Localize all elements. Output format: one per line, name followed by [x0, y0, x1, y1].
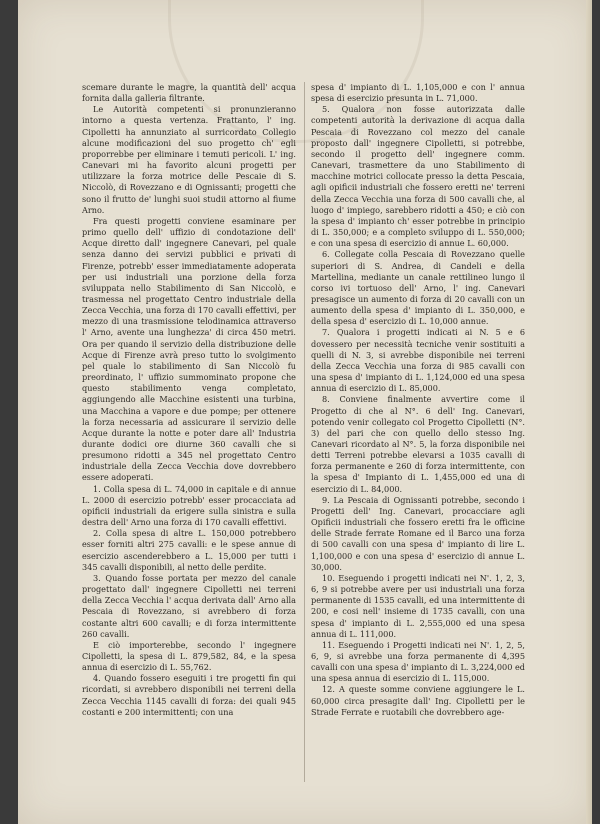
paragraph: 4. Quando fossero eseguiti i tre progetti fin qui ricordati, si avrebbero disponibili nei terreni della Zecca Vecchia 1145 cavalli di forza: dei quali 945 costanti e 200 intermittenti; con una: [82, 673, 296, 717]
paragraph: 1. Colla spesa di L. 74,000 in capitale e di annue L. 2000 di esercizio potrebb' esser procacciata ad opificii industriali da erigere sulla sinistra e sulla destra dell' Arno una forza di 170 cavalli effettivi.: [82, 483, 296, 528]
paragraph: Fra questi progetti conviene esaminare per primo quello dell' uffizio di condotazione dell' Acque diretto dall' ingegnere Canevari, pel quale senza danno dei servizi pubblici e privati di Firenze, potrebb' esser immediatamente adoperata per usi industriali una porzione della forza sviluppata nello Stabilimento di San Niccolò, e trasmessa nel progettato Centro industriale della Zecca Vecchia, una forza di 170 cavalli effettivi, per mezzo di una trasmissione telodinamica attraverso l' Arno, avente una lunghezza' di circa 450 metri. Ora per quando il servizio della distribuzione delle Acque di Firenze avrà preso tutto lo svolgimento pel quale lo stabilimento di San Niccolò fu preordinato, l' uffizio summominato propone che questo stabilimento venga completato, aggiungendo alle Macchine esistenti una turbina, una Macchina a vapore e due pompe; per ottenere la forza necessaria ad assicurare il servizio delle Acque durante la notte e poter dare all' Industria durante dodici ore diurne 360 cavalli che si presumono ridotti a 345 nel progettato Centro industriale della Zecca Vecchia dove dovrebbero essere adoperati.: [82, 215, 296, 483]
paragraph: 6. Collegate colla Pescaia di Rovezzano quelle superiori di S. Andrea, di Candeli e della Martellina, mediante un canale rettilineo lungo il corso ivi tortuoso dell' Arno, l' ing. Canevari presagisce un aumento di forza di 20 cavalli con un aumento della spesa d' impianto di L. 350,000, e della spesa d' esercizio di L. 10,000 annue.: [311, 249, 525, 327]
paragraph: 9. La Pescaia di Ognissanti potrebbe, secondo i Progetti dell' Ing. Canevari, procacciare agli Opificii industriali che fossero eretti fra le officine delle Strade ferrate Romane ed il Barco una forza di 500 cavalli con una spesa d' impianto di lire L. 1,100,000 e con una spesa d' esercizio di annue L. 30,000.: [311, 494, 525, 572]
paragraph: 12. A queste somme conviene aggiungere le L. 60,000 circa presagite dall' Ing. Cipolletti per le Strade Ferrate e ruotabili che dovrebbero age-: [311, 684, 525, 717]
paragraph: 2. Colla spesa di altre L. 150,000 potrebbero esser forniti altri 275 cavalli: e le spese annue di esercizio ascenderebbero a L. 15,000 per tutti i 345 cavalli disponibili, al netto delle perdite.: [82, 528, 296, 572]
paragraph: Le Autorità competenti si pronunzieranno intorno a questa vertenza. Frattanto, l' ing. Cipolletti ha annunziato al surricordato Collegio alcune modificazioni del suo progetto ch' egli proporrebbe per eliminare i temuti pericoli. L' ing. Canevari mi ha favorito alcuni progetti per utilizzare la forza motrice delle Pescaie di S. Niccolò, di Rovezzano e di Ognissanti; progetti che sono il frutto de' lunghi suoi studii attorno al fiume Arno.: [82, 104, 296, 215]
right-column: [311, 82, 525, 718]
paragraph: scemare durante le magre, la quantità dell' acqua fornita dalla galleria filtrante.: [82, 82, 296, 104]
paragraph: E ciò importerebbe, secondo l' ingegnere Cipolletti, la spesa di L. 879,582, 84, e la spesa annua di esercizio di L. 55,762.: [82, 639, 296, 673]
column-divider: [304, 82, 305, 782]
paragraph: spesa d' impianto di L. 1,105,000 e con l' annua spesa di esercizio presunta in L. 71,000.: [311, 82, 525, 104]
left-column: [82, 82, 296, 718]
page-edge: [586, 0, 592, 824]
paragraph: 11. Eseguendo i Progetti indicati nei N'. 1, 2, 5, 6, 9, si avrebbe una forza permanente di 4,395 cavalli con una spesa d' impianto di L. 3,224,000 ed una spesa annua di esercizio di L. 115,000.: [311, 639, 525, 684]
paragraph: 7. Qualora i progetti indicati ai N. 5 e 6 dovessero per necessità tecniche venir sostituiti a quelli di N. 3, si avrebbe disponibile nei terreni della Zecca Vecchia una forza di 985 cavalli con una spesa d' impianto di L. 1,124,000 ed una spesa annua di esercizio di L. 85,000.: [311, 327, 525, 394]
document-page: [18, 0, 592, 824]
paragraph: 8. Conviene finalmente avvertire come il Progetto di che al N°. 6 dell' Ing. Canevari, potendo venir collegato col Progetto Cipolletti (N°. 3) del pari che con quello dello stesso Ing. Canevari ricordato al N°. 5, la forza disponibile nei detti Terreni potrebbe elevarsi a 1035 cavalli di forza permanente e 260 di forza intermittente, con la spesa d' Impianto di L. 1,455,000 ed una di esercizio di L. 84,000.: [311, 394, 525, 494]
paragraph: 5. Qualora non fosse autorizzata dalle competenti autorità la derivazione di acqua dalla Pescaia di Rovezzano col mezzo del canale proposto dall' ingegnere Cipolletti, si potrebbe, secondo il progetto dell' ingegnere comm. Canevari, trasmettere da uno Stabilimento di macchine motrici collocate presso la detta Pescaia, agli opificii industriali che fossero eretti ne' terreni della Zecca Vecchia una forza di 500 cavalli che, al luogo d' impiego, sarebbero ridotti a 450; e ciò con la spesa d' impianto ch' esser potrebbe in principio di L. 350,000; e a completo sviluppo di L. 550,000; e con una spesa di esercizio di annue L. 60,000.: [311, 104, 525, 249]
paragraph: 10. Eseguendo i progetti indicati nei N'. 1, 2, 3, 6, 9 si potrebbe avere per usi industriali una forza permanente di 1535 cavalli, ed una intermittente di 200, e cosi nell' insieme di 1735 cavalli, con una spesa d' impianto di L. 2,555,000 ed una spesa annua di L. 111,000.: [311, 572, 525, 639]
paragraph: 3. Quando fosse portata per mezzo del canale progettato dall' ingegnere Cipolletti nei terreni della Zecca Vecchia l' acqua derivata dall' Arno alla Pescaia di Rovezzano, si avrebbero di forza costante altri 600 cavalli; e di forza intermittente 260 cavalli.: [82, 572, 296, 639]
